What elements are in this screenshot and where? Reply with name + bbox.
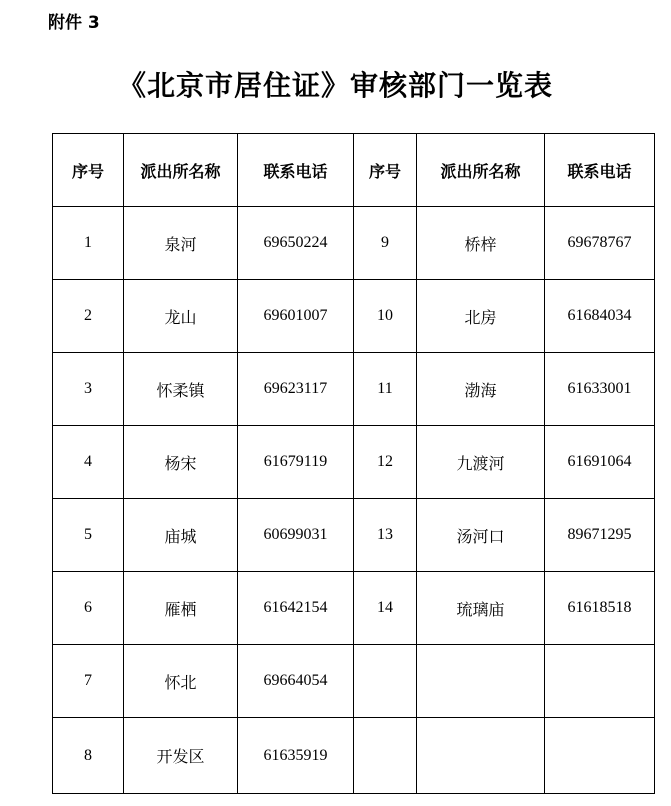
station-name-cell: 龙山 (124, 280, 238, 353)
phone-cell: 69601007 (238, 280, 354, 353)
serial-cell: 14 (354, 572, 417, 645)
phone-cell (545, 645, 655, 718)
serial-cell: 8 (53, 718, 124, 794)
header-serial-right: 序号 (354, 134, 417, 207)
phone-cell: 89671295 (545, 499, 655, 572)
table-row (53, 280, 655, 353)
table-row (53, 718, 655, 794)
header-phone-left: 联系电话 (238, 134, 354, 207)
serial-cell: 5 (53, 499, 124, 572)
table-row (53, 645, 655, 718)
phone-cell: 61691064 (545, 426, 655, 499)
station-name-cell: 怀柔镇 (124, 353, 238, 426)
serial-cell: 4 (53, 426, 124, 499)
header-station-name-left: 派出所名称 (124, 134, 238, 207)
station-name-cell: 怀北 (124, 645, 238, 718)
station-name-cell: 渤海 (417, 353, 545, 426)
station-name-cell (417, 645, 545, 718)
serial-cell: 9 (354, 207, 417, 280)
phone-cell: 61679119 (238, 426, 354, 499)
header-serial-left: 序号 (53, 134, 124, 207)
serial-cell: 13 (354, 499, 417, 572)
table-row (53, 207, 655, 280)
phone-cell: 61618518 (545, 572, 655, 645)
station-name-cell: 九渡河 (417, 426, 545, 499)
phone-cell: 69678767 (545, 207, 655, 280)
serial-cell: 11 (354, 353, 417, 426)
phone-cell: 69623117 (238, 353, 354, 426)
station-name-cell: 开发区 (124, 718, 238, 794)
station-name-cell: 庙城 (124, 499, 238, 572)
table-header-row (53, 134, 655, 207)
table-row (53, 426, 655, 499)
table-row (53, 353, 655, 426)
phone-cell: 60699031 (238, 499, 354, 572)
station-name-cell: 桥梓 (417, 207, 545, 280)
station-name-cell (417, 718, 545, 794)
serial-cell: 3 (53, 353, 124, 426)
station-name-cell: 琉璃庙 (417, 572, 545, 645)
phone-cell: 61635919 (238, 718, 354, 794)
station-name-cell: 泉河 (124, 207, 238, 280)
station-name-cell: 北房 (417, 280, 545, 353)
serial-cell: 6 (53, 572, 124, 645)
header-station-name-right: 派出所名称 (417, 134, 545, 207)
station-name-cell: 汤河口 (417, 499, 545, 572)
serial-cell: 10 (354, 280, 417, 353)
station-name-cell: 雁栖 (124, 572, 238, 645)
table-row (53, 499, 655, 572)
attachment-label: 附件 3 (48, 13, 100, 33)
serial-cell: 1 (53, 207, 124, 280)
serial-cell: 2 (53, 280, 124, 353)
phone-cell: 61684034 (545, 280, 655, 353)
phone-cell: 69650224 (238, 207, 354, 280)
serial-cell: 12 (354, 426, 417, 499)
department-table (52, 133, 655, 794)
phone-cell: 69664054 (238, 645, 354, 718)
header-phone-right: 联系电话 (545, 134, 655, 207)
table-row (53, 572, 655, 645)
phone-cell: 61642154 (238, 572, 354, 645)
phone-cell: 61633001 (545, 353, 655, 426)
serial-cell (354, 645, 417, 718)
page-title: 《北京市居住证》审核部门一览表 (117, 69, 553, 102)
serial-cell (354, 718, 417, 794)
serial-cell: 7 (53, 645, 124, 718)
station-name-cell: 杨宋 (124, 426, 238, 499)
phone-cell (545, 718, 655, 794)
